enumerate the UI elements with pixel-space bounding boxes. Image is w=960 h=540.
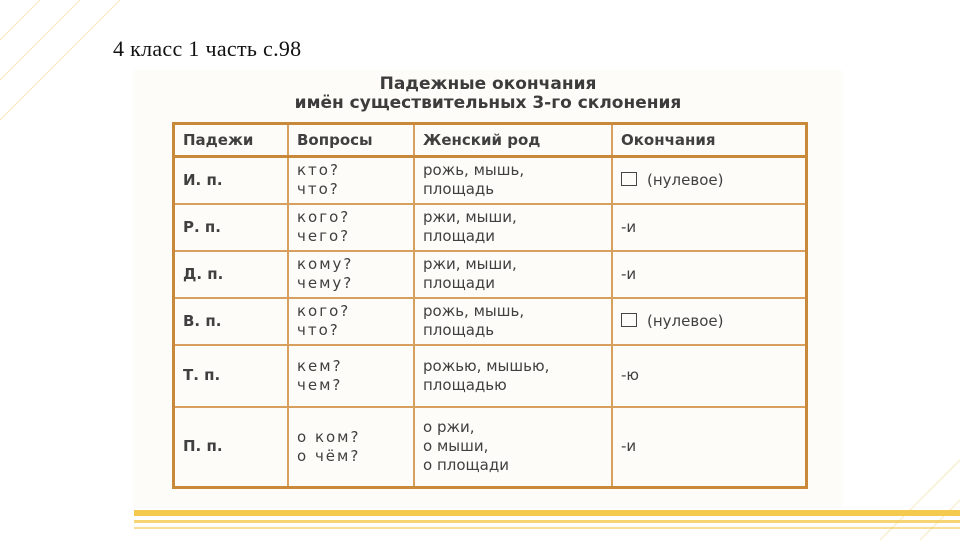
case-questions	[288, 251, 414, 298]
question-2: о чём?	[297, 446, 361, 465]
question-2: что?	[297, 180, 340, 199]
table-row	[174, 157, 807, 204]
question-1: о ком?	[297, 427, 361, 446]
noun-forms	[414, 157, 612, 204]
noun-forms	[414, 251, 612, 298]
ending-cell	[612, 251, 807, 298]
question-2: чего?	[297, 227, 351, 245]
noun-forms	[414, 345, 612, 407]
noun-line-2: площадь	[423, 180, 495, 199]
column-header-feminine: Женский род	[414, 124, 612, 157]
bottom-stripe-thick	[134, 510, 960, 516]
question-2: что?	[297, 321, 340, 339]
noun-line-1: рожью, мышью,	[423, 356, 550, 375]
table-row	[174, 345, 807, 407]
question-2: чем?	[297, 375, 343, 394]
noun-forms	[414, 204, 612, 251]
case-name: И. п.	[174, 157, 289, 204]
ending-cell	[612, 345, 807, 407]
noun-line-1: ржи, мыши,	[423, 255, 517, 273]
table-heading-line2: имён существительных 3-го склонения	[294, 93, 682, 113]
ending-cell	[612, 298, 807, 345]
bottom-stripe-hairline	[134, 527, 960, 529]
noun-line-2: площади	[423, 274, 496, 292]
noun-line-3: о площади	[423, 456, 509, 475]
column-header-questions: Вопросы	[288, 124, 414, 157]
question-1: кого?	[297, 208, 351, 226]
noun-line-1: рожь, мышь,	[423, 161, 525, 180]
noun-forms	[414, 407, 612, 488]
noun-line-1: ржи, мыши,	[423, 208, 517, 226]
noun-forms	[414, 298, 612, 345]
ending-text: (нулевое)	[647, 311, 724, 330]
ending-cell	[612, 407, 807, 488]
case-name: В. п.	[174, 298, 289, 345]
noun-line-1: о ржи,	[423, 418, 475, 437]
table-row	[174, 407, 807, 488]
case-name: Д. п.	[174, 251, 289, 298]
question-1: кому?	[297, 255, 354, 273]
column-header-endings: Окончания	[612, 124, 807, 157]
ending-text: -и	[621, 437, 637, 456]
ending-cell	[612, 157, 807, 204]
case-questions	[288, 298, 414, 345]
case-questions	[288, 345, 414, 407]
noun-line-2: о мыши,	[423, 437, 489, 456]
question-2: чему?	[297, 274, 354, 292]
noun-line-2: площадью	[423, 375, 507, 394]
slide-title: 4 класс 1 часть с.98	[113, 36, 302, 61]
case-questions	[288, 157, 414, 204]
table-row	[174, 251, 807, 298]
bottom-stripe-thin	[134, 520, 960, 523]
column-header-cases: Падежи	[174, 124, 289, 157]
question-1: кого?	[297, 302, 351, 320]
noun-line-2: площади	[423, 227, 496, 245]
zero-ending-box-icon	[621, 172, 637, 186]
case-name: Р. п.	[174, 204, 289, 251]
noun-line-1: рожь, мышь,	[423, 302, 525, 320]
case-name: П. п.	[174, 407, 289, 488]
case-questions	[288, 407, 414, 488]
table-heading-line1: Падежные окончания	[379, 74, 597, 94]
case-endings-table	[172, 122, 808, 489]
ending-text: -ю	[621, 366, 640, 384]
table-row	[174, 298, 807, 345]
ending-text: -и	[621, 264, 637, 283]
zero-ending-box-icon	[621, 313, 637, 327]
case-questions	[288, 204, 414, 251]
ending-text: -и	[621, 217, 637, 236]
case-name: Т. п.	[174, 345, 289, 407]
question-1: кто?	[297, 161, 340, 180]
table-row	[174, 204, 807, 251]
ending-text: (нулевое)	[647, 170, 724, 189]
ending-cell	[612, 204, 807, 251]
textbook-scan	[134, 70, 842, 508]
noun-line-2: площадь	[423, 321, 495, 339]
question-1: кем?	[297, 356, 343, 375]
